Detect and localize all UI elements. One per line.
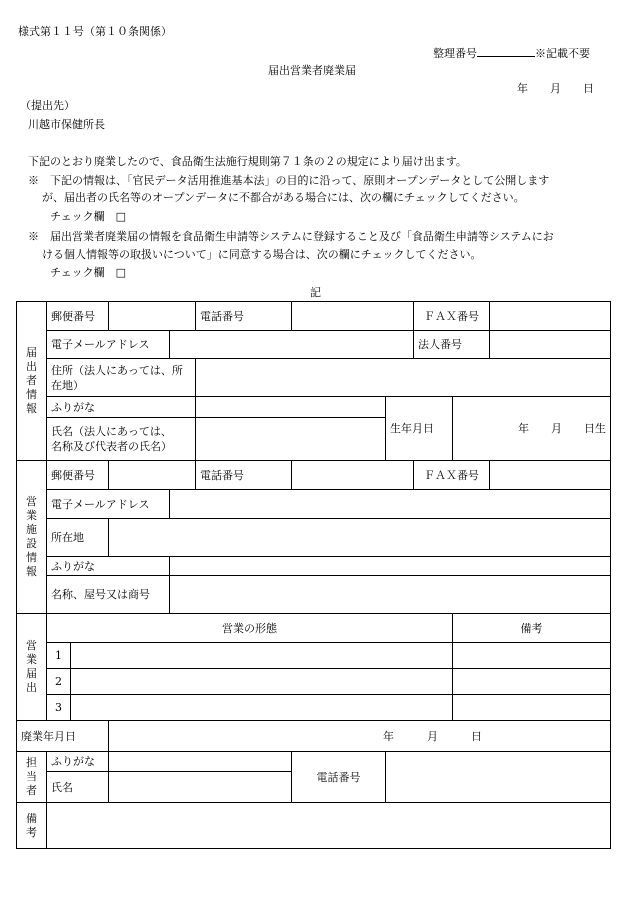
- applicant-address-field[interactable]: [196, 359, 611, 397]
- applicant-phone-label: 電話番号: [196, 302, 292, 331]
- applicant-postal-label: 郵便番号: [47, 302, 109, 331]
- applicant-email-label: 電子メールアドレス: [47, 331, 170, 359]
- reference-number-field[interactable]: [477, 45, 535, 57]
- note1-line2: が、届出者の氏名等のオープンデータに不都合がある場合には、次の欄にチェックしてください。: [42, 191, 525, 204]
- submit-to-label: （提出先）: [20, 99, 75, 112]
- note2-line2: ける個人情報等の取扱いについて」に同意する場合は、次の欄にチェックしてください。: [42, 248, 482, 261]
- facility-name-label: 名称、屋号又は商号: [47, 576, 170, 614]
- applicant-name-label: 氏名（法人にあっては、 名称及び代表者の氏名）: [47, 418, 196, 461]
- closure-date-label: 廃業年月日: [17, 721, 109, 752]
- facility-postal-field[interactable]: [109, 461, 196, 490]
- facility-fax-label: ＦＡＸ番号: [414, 461, 490, 490]
- document-title: 届出営業者廃業届: [268, 64, 356, 77]
- facility-email-field[interactable]: [170, 490, 611, 519]
- remarks-field[interactable]: [47, 803, 611, 849]
- business-remarks-field[interactable]: [453, 643, 611, 669]
- business-remarks-field[interactable]: [453, 695, 611, 721]
- business-row-number: 1: [47, 643, 71, 669]
- applicant-email-field[interactable]: [170, 331, 414, 359]
- intro-text: 下記のとおり廃業したので、食品衛生法施行規則第７１条の２の規定により届け出ます。: [28, 155, 467, 168]
- contact-furigana-field[interactable]: [109, 752, 292, 772]
- facility-furigana-label: ふりがな: [47, 557, 170, 576]
- applicant-birth-label: 生年月日: [386, 397, 453, 461]
- business-section-label: 営業届出: [17, 614, 47, 721]
- facility-name-field[interactable]: [170, 576, 611, 614]
- applicant-address-label: 住所（法人にあっては、所在地）: [47, 359, 196, 397]
- contact-section-label: 担当者: [17, 752, 47, 803]
- contact-name-field[interactable]: [109, 772, 292, 803]
- business-remarks-header: 備考: [453, 614, 611, 643]
- applicant-furigana-label: ふりがな: [47, 397, 196, 418]
- applicant-phone-field[interactable]: [292, 302, 414, 331]
- applicant-corp-no-label: 法人番号: [414, 331, 490, 359]
- applicant-corp-no-field[interactable]: [490, 331, 611, 359]
- note1-line1: ※ 下記の情報は、「官民データ活用推進基本法」の目的に沿って、原則オープンデータとして公開します: [28, 174, 550, 187]
- facility-phone-label: 電話番号: [196, 461, 292, 490]
- facility-postal-label: 郵便番号: [47, 461, 109, 490]
- destination: 川越市保健所長: [28, 118, 105, 131]
- facility-location-label: 所在地: [47, 519, 109, 557]
- applicant-birth-field[interactable]: 年 月 日生: [453, 397, 611, 461]
- system-consent-checkbox[interactable]: チェック欄 □: [50, 266, 127, 279]
- form-table: [16, 301, 611, 849]
- contact-furigana-label: ふりがな: [47, 752, 109, 772]
- facility-furigana-field[interactable]: [170, 557, 611, 576]
- opendata-checkbox[interactable]: チェック欄 □: [50, 210, 127, 223]
- business-row-number: 3: [47, 695, 71, 721]
- contact-name-label: 氏名: [47, 772, 109, 803]
- business-remarks-field[interactable]: [453, 669, 611, 695]
- applicant-name-field[interactable]: [196, 418, 386, 461]
- submission-date[interactable]: 年 月 日: [517, 82, 594, 95]
- form-number: 様式第１１号（第１０条関係）: [18, 25, 172, 38]
- business-type-header: 営業の形態: [47, 614, 453, 643]
- reference-number-note: ※記載不要: [535, 47, 590, 60]
- applicant-section-label: 届出者情報: [17, 302, 47, 461]
- facility-location-field[interactable]: [109, 519, 611, 557]
- business-type-field[interactable]: [71, 695, 453, 721]
- remarks-section-label: 備考: [17, 803, 47, 849]
- contact-phone-field[interactable]: [386, 752, 611, 803]
- facility-phone-field[interactable]: [292, 461, 414, 490]
- business-row-number: 2: [47, 669, 71, 695]
- contact-phone-label: 電話番号: [292, 752, 386, 803]
- facility-email-label: 電子メールアドレス: [47, 490, 170, 519]
- note2-line1: ※ 届出営業者廃業届の情報を食品衛生申請等システムに登録すること及び「食品衛生申請等システムにお: [28, 230, 554, 243]
- ki-heading: 記: [310, 286, 321, 299]
- applicant-fax-field[interactable]: [490, 302, 611, 331]
- facility-section-label: 営業施設情報: [17, 461, 47, 614]
- applicant-fax-label: ＦＡＸ番号: [414, 302, 490, 331]
- facility-fax-field[interactable]: [490, 461, 611, 490]
- applicant-furigana-field[interactable]: [196, 397, 386, 418]
- reference-number: [433, 45, 590, 61]
- reference-number-label: 整理番号: [433, 47, 477, 60]
- business-type-field[interactable]: [71, 643, 453, 669]
- applicant-postal-field[interactable]: [109, 302, 196, 331]
- closure-date-field[interactable]: 年 月 日: [109, 721, 611, 752]
- business-type-field[interactable]: [71, 669, 453, 695]
